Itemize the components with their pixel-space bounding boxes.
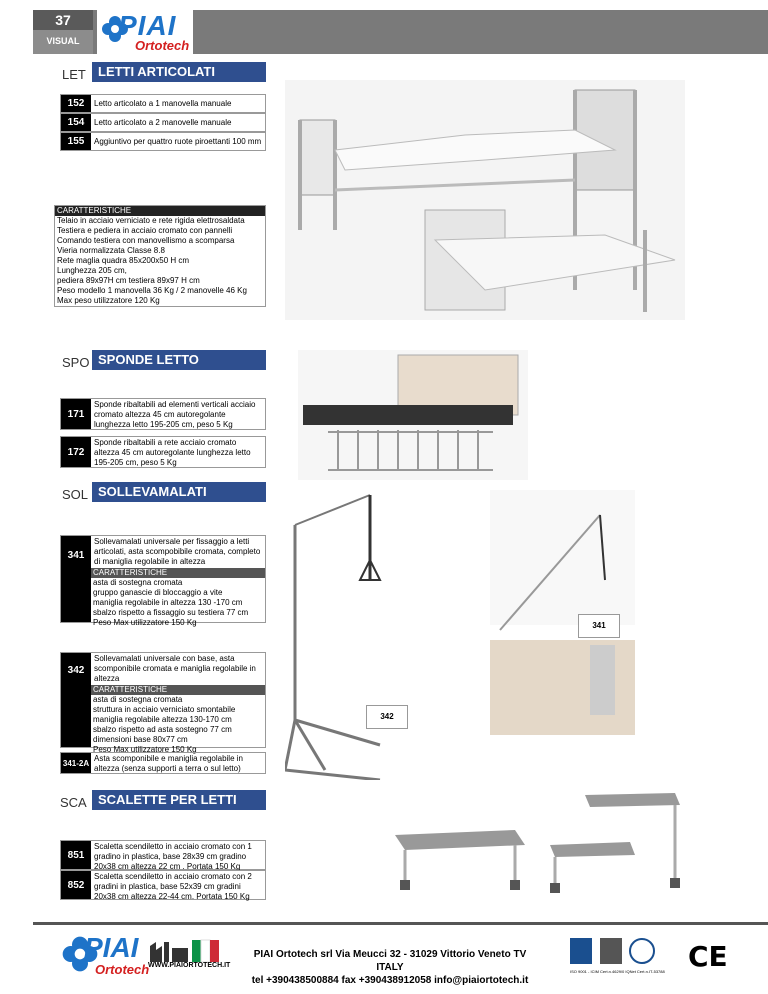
product-code: 152 [61,95,91,112]
product-code: 341 [61,536,91,622]
section-title-sol: SOLLEVAMALATI [92,482,266,502]
char-line: sbalzo rispetto a fissaggio su testiera 77 cm [93,608,249,617]
section-title-let: LETTI ARTICOLATI [92,62,266,82]
product-row-852 [60,870,266,900]
char-line: Vieria normalizzata Classe 8.8 [57,246,165,255]
char-line: gruppo ganascie di bloccaggio a vite [93,588,223,597]
footer-line2: tel +390438500884 fax +390438912058 info@piaiortotech.it [251,975,529,986]
product-row-155 [60,132,266,151]
section-label: VISUAL [46,36,80,46]
char-line: sbalzo rispetto ad asta sostegno 77 cm [93,725,232,734]
section-code-let: LET [62,67,86,82]
footer-line1: PIAI Ortotech srl Via Meucci 32 - 31029 Vittorio Veneto TV ITALY [253,949,527,973]
char-heading: CARATTERISTICHE [91,685,265,695]
product-row-341 [60,535,266,627]
char-line: dimensioni base 80x77 cm [93,735,188,744]
ce-mark-icon: CE [688,940,728,973]
char-line: Max peso utilizzatore 120 Kg [57,296,160,305]
product-row-341-2A [60,752,266,774]
footer-brand-top: PIAI [84,932,139,963]
product-desc: Sponde ribaltabili a rete acciaio cromato altezza 45 cm autoregolante lunghezza letto 195-205 cm, peso 5 Kg [94,438,251,467]
step-stools-image [385,785,705,895]
char-line: Peso Max utilizzatore 150 Kg [93,618,197,627]
product-desc: Letto articolato a 2 manovelle manuale [94,117,232,127]
product-desc: Asta scomponibile e maniglia regolabile in altezza (senza supporti a terra o sul letto) [94,754,243,773]
product-details [91,536,265,627]
product-desc: Aggiuntivo per quattro ruote piroettanti 100 mm [94,136,262,146]
char-line: asta di sostegna cromata [93,578,183,587]
section-title-sca: SCALETTE PER LETTI [92,790,266,810]
char-line: pediera 89x97H cm testiera 89x97 H cm [57,276,200,285]
char-line: maniglia regolabile in altezza 130 -170 cm [93,598,243,607]
product-code: 342 [61,653,91,747]
char-line: Rete maglia quadra 85x200x50 H cm [57,256,190,265]
product-code: 172 [61,437,91,467]
footer-address [240,948,540,987]
section-code-sol: SOL [62,487,89,502]
product-row-152 [60,94,266,113]
section-code-spo: SPO [62,355,90,370]
letti-characteristics [54,205,266,307]
product-desc: Sponde ribaltabili ad elementi verticali acciaio cromato altezza 45 cm autoregolante lunghezza letto 195-205 cm, peso 5 Kg [94,400,256,429]
section-code-sca: SCA [60,795,87,810]
product-code: 852 [61,871,91,899]
product-desc: Scaletta scendiletto in acciaio cromato con 2 gradini in plastica, base 52x39 cm gradini 20x38 cm altezza 22-44 cm. Portata 150 Kg [94,872,252,901]
product-code: 155 [61,133,91,150]
tag-341: 341 [578,614,620,638]
tag-342: 342 [366,705,408,729]
logo-brand-bottom: Ortotech [135,38,190,53]
char-line: Peso modello 1 manovella 36 Kg / 2 manovelle 46 Kg [57,286,247,295]
product-desc: Sollevamalati universale con base, asta scomponibile cromata e maniglia regolabile in altezza [94,654,256,683]
bed-image [285,80,685,320]
section-title-spo: SPONDE LETTO [92,350,266,370]
char-line: Comando testiera con manovellismo a scomparsa [57,236,235,245]
product-code: 171 [61,399,91,429]
factory-flag-icon [150,938,220,962]
char-line: Peso Max utilizzatore 150 Kg [93,745,197,754]
char-line: Lunghezza 205 cm, [57,266,127,275]
product-code: 154 [61,114,91,131]
certification-logos-icon [570,938,680,968]
product-desc: Scaletta scendiletto in acciaio cromato con 1 gradino in plastica, base 28x39 cm gradino 20x38 cm altezza 22 cm . Portata 150 Kg [94,842,252,871]
page-number: 37 [33,10,93,30]
logo-brand-top: PIAI [118,10,177,41]
char-line: struttura in acciaio verniciato smontabile [93,705,236,714]
char-line: maniglia regolabile altezza 130-170 cm [93,715,232,724]
char-heading: CARATTERISTICHE [91,568,265,578]
product-row-154 [60,113,266,132]
product-code: 341-2A [61,753,91,773]
product-details [91,653,265,754]
product-row-342 [60,652,266,754]
product-desc: Sollevamalati universale per fissaggio a letti articolati, asta scompobibile cromata, completo di maniglia regolabile in altezza [94,537,261,566]
footer-divider [33,922,768,925]
char-line: Testiera e pediera in acciaio cromato con pannelli [57,226,233,235]
char-line: asta di sostegna cromata [93,695,183,704]
footer-brand-bottom: Ortotech [95,962,150,977]
product-desc: Letto articolato a 1 manovella manuale [94,98,232,108]
product-row-851 [60,840,266,870]
char-heading: CARATTERISTICHE [55,206,265,216]
product-row-171 [60,398,266,430]
product-code: 851 [61,841,91,869]
certification-text: ISO 9001 - ICIM Cert.n.4629/0 IQNet Cert.n.IT-53788 [570,969,665,974]
footer-website: WWW.PIAIORTOTECH.IT [148,962,231,969]
char-line: Telaio in acciaio verniciato e rete rigida elettrosaldata [57,216,245,225]
bed-rails-image [298,350,528,480]
product-row-172 [60,436,266,468]
